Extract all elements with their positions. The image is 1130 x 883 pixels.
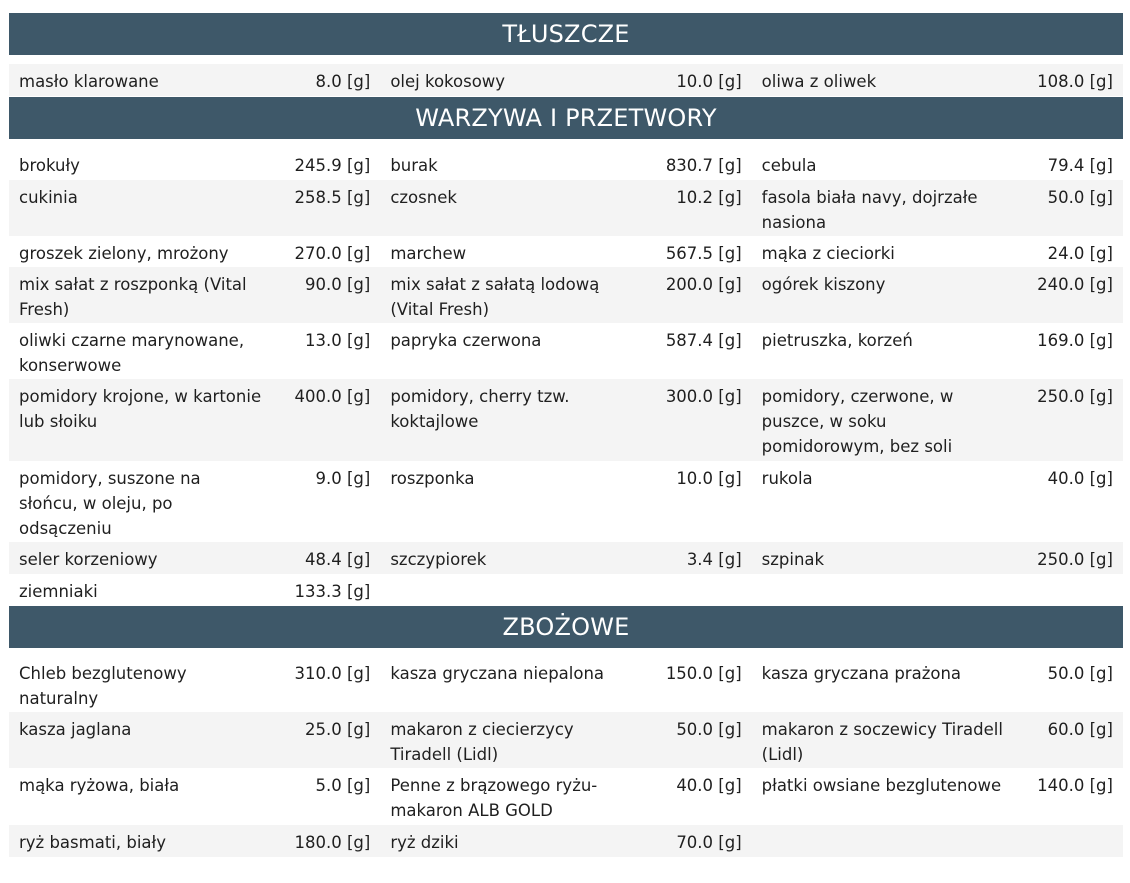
item-quantity: 50.0 [g]: [676, 720, 742, 739]
list-item: [9, 461, 380, 542]
item-name: brokuły: [19, 156, 80, 175]
item-name: pietruszka, korzeń: [761, 331, 913, 350]
item-quantity: 9.0 [g]: [315, 469, 371, 488]
item-quantity: 200.0 [g]: [665, 275, 742, 294]
list-item: [752, 768, 1123, 825]
table-row: [9, 712, 1123, 768]
item-name: pomidory, suszone na słońcu, w oleju, po odsączeniu: [19, 469, 201, 538]
list-item: [9, 542, 380, 574]
section-title: TŁUSZCZE: [502, 20, 630, 48]
item-name: czosnek: [390, 188, 457, 207]
table-row: [9, 267, 1123, 323]
item-quantity: 24.0 [g]: [1047, 244, 1113, 263]
item-quantity: 13.0 [g]: [304, 331, 371, 350]
table-row: [9, 461, 1123, 542]
item-quantity: 310.0 [g]: [294, 664, 371, 683]
item-name: Chleb bezglutenowy naturalny: [19, 664, 187, 708]
item-name: szczypiorek: [390, 550, 487, 569]
list-item: [9, 323, 380, 379]
item-name: makaron z ciecierzycy Tiradell (Lidl): [390, 720, 574, 764]
item-quantity: 5.0 [g]: [315, 776, 371, 795]
item-quantity: 300.0 [g]: [665, 387, 742, 406]
list-item: [9, 656, 380, 712]
item-quantity: 245.9 [g]: [294, 156, 371, 175]
table-row: [9, 825, 1123, 857]
list-item: [752, 379, 1123, 461]
item-name: kasza gryczana prażona: [761, 664, 962, 683]
list-item: [752, 323, 1123, 379]
section-header-zbozowe: [9, 606, 1123, 648]
item-quantity: 3.4 [g]: [686, 550, 742, 569]
list-item: [9, 712, 380, 768]
item-quantity: 90.0 [g]: [304, 275, 371, 294]
list-item: [380, 825, 751, 857]
item-name: oliwki czarne marynowane, konserwowe: [19, 331, 245, 375]
item-name: cebula: [761, 156, 817, 175]
item-name: fasola biała navy, dojrzałe nasiona: [761, 188, 978, 232]
item-quantity: 50.0 [g]: [1047, 664, 1113, 683]
table-row: [9, 574, 1123, 605]
section-title: ZBOŻOWE: [502, 613, 630, 641]
list-item: [9, 825, 380, 857]
item-quantity: 79.4 [g]: [1047, 156, 1113, 175]
item-name: seler korzeniowy: [19, 550, 158, 569]
item-quantity: 567.5 [g]: [665, 244, 742, 263]
list-item: [380, 180, 751, 236]
list-item: [752, 148, 1123, 180]
item-quantity: 108.0 [g]: [1037, 72, 1113, 91]
item-quantity: 250.0 [g]: [1037, 550, 1113, 569]
item-name: oliwa z oliwek: [761, 72, 877, 91]
list-item: [9, 267, 380, 323]
item-quantity: 180.0 [g]: [294, 833, 371, 852]
item-name: mix sałat z sałatą lodową (Vital Fresh): [390, 275, 600, 319]
list-item: [380, 542, 751, 574]
list-item: [380, 267, 751, 323]
item-name: ogórek kiszony: [761, 275, 886, 294]
table-row: [9, 64, 1123, 96]
list-item: [9, 148, 380, 180]
item-name: marchew: [390, 244, 467, 263]
list-item: [380, 64, 751, 96]
item-name: olej kokosowy: [390, 72, 506, 91]
table-row: [9, 180, 1123, 236]
item-quantity: 50.0 [g]: [1047, 188, 1113, 207]
list-item: [752, 180, 1123, 236]
section-header-warzywa: [9, 97, 1123, 139]
item-quantity: 400.0 [g]: [294, 387, 371, 406]
list-item: [380, 574, 751, 605]
item-name: kasza gryczana niepalona: [390, 664, 605, 683]
list-item: [752, 236, 1123, 267]
table-row: [9, 323, 1123, 379]
item-quantity: 48.4 [g]: [304, 550, 371, 569]
item-quantity: 70.0 [g]: [676, 833, 742, 852]
list-item: [752, 461, 1123, 542]
item-quantity: 10.0 [g]: [676, 469, 742, 488]
section-title: WARZYWA I PRZETWORY: [415, 104, 717, 132]
list-item: [9, 180, 380, 236]
item-name: ryż dziki: [390, 833, 459, 852]
item-quantity: 10.2 [g]: [676, 188, 742, 207]
item-name: ryż basmati, biały: [19, 833, 166, 852]
item-name: rukola: [761, 469, 813, 488]
item-quantity: 258.5 [g]: [294, 188, 371, 207]
table-row: [9, 379, 1123, 461]
item-quantity: 25.0 [g]: [304, 720, 371, 739]
list-item: [9, 236, 380, 267]
list-item: [752, 712, 1123, 768]
item-quantity: 240.0 [g]: [1037, 275, 1113, 294]
item-quantity: 133.3 [g]: [294, 582, 371, 601]
item-quantity: 270.0 [g]: [294, 244, 371, 263]
list-item: [380, 236, 751, 267]
item-name: roszponka: [390, 469, 475, 488]
list-item: [9, 379, 380, 461]
table-row: [9, 236, 1123, 267]
item-quantity: 250.0 [g]: [1037, 387, 1113, 406]
item-name: mix sałat z roszponką (Vital Fresh): [19, 275, 247, 319]
item-name: pomidory, czerwone, w puszce, w soku pomidorowym, bez soli: [761, 387, 954, 456]
item-name: makaron z soczewicy Tiradell (Lidl): [761, 720, 1003, 764]
item-name: Penne z brązowego ryżu- makaron ALB GOLD: [390, 776, 598, 820]
list-item: [752, 267, 1123, 323]
item-name: cukinia: [19, 188, 78, 207]
table-row: [9, 148, 1123, 180]
item-name: burak: [390, 156, 438, 175]
item-quantity: 150.0 [g]: [665, 664, 742, 683]
list-item: [380, 656, 751, 712]
list-item: [380, 461, 751, 542]
table-row: [9, 542, 1123, 574]
list-item: [752, 656, 1123, 712]
item-name: szpinak: [761, 550, 825, 569]
item-name: kasza jaglana: [19, 720, 132, 739]
item-name: groszek zielony, mrożony: [19, 244, 229, 263]
item-quantity: 10.0 [g]: [676, 72, 742, 91]
item-name: mąka ryżowa, biała: [19, 776, 180, 795]
list-item: [752, 64, 1123, 96]
list-item: [9, 64, 380, 96]
item-quantity: 140.0 [g]: [1037, 776, 1113, 795]
list-item: [380, 323, 751, 379]
list-item: [9, 768, 380, 825]
item-name: pomidory krojone, w kartonie lub słoiku: [19, 387, 262, 431]
item-quantity: 169.0 [g]: [1037, 331, 1113, 350]
list-item: [380, 768, 751, 825]
item-name: ziemniaki: [19, 582, 98, 601]
item-quantity: 587.4 [g]: [665, 331, 742, 350]
item-name: masło klarowane: [19, 72, 159, 91]
list-item: [752, 542, 1123, 574]
item-quantity: 60.0 [g]: [1047, 720, 1113, 739]
table-row: [9, 768, 1123, 825]
list-item: [752, 825, 1123, 857]
item-quantity: 8.0 [g]: [315, 72, 371, 91]
section-header-tluszcze: [9, 13, 1123, 55]
list-item: [380, 148, 751, 180]
item-name: pomidory, cherry tzw. koktajlowe: [390, 387, 570, 431]
list-item: [380, 712, 751, 768]
table-row: [9, 656, 1123, 712]
item-quantity: 830.7 [g]: [665, 156, 742, 175]
list-item: [380, 379, 751, 461]
item-quantity: 40.0 [g]: [676, 776, 742, 795]
item-name: mąka z cieciorki: [761, 244, 895, 263]
item-name: płatki owsiane bezglutenowe: [761, 776, 1002, 795]
item-name: papryka czerwona: [390, 331, 542, 350]
list-item: [752, 574, 1123, 605]
item-quantity: 40.0 [g]: [1047, 469, 1113, 488]
list-item: [9, 574, 380, 605]
